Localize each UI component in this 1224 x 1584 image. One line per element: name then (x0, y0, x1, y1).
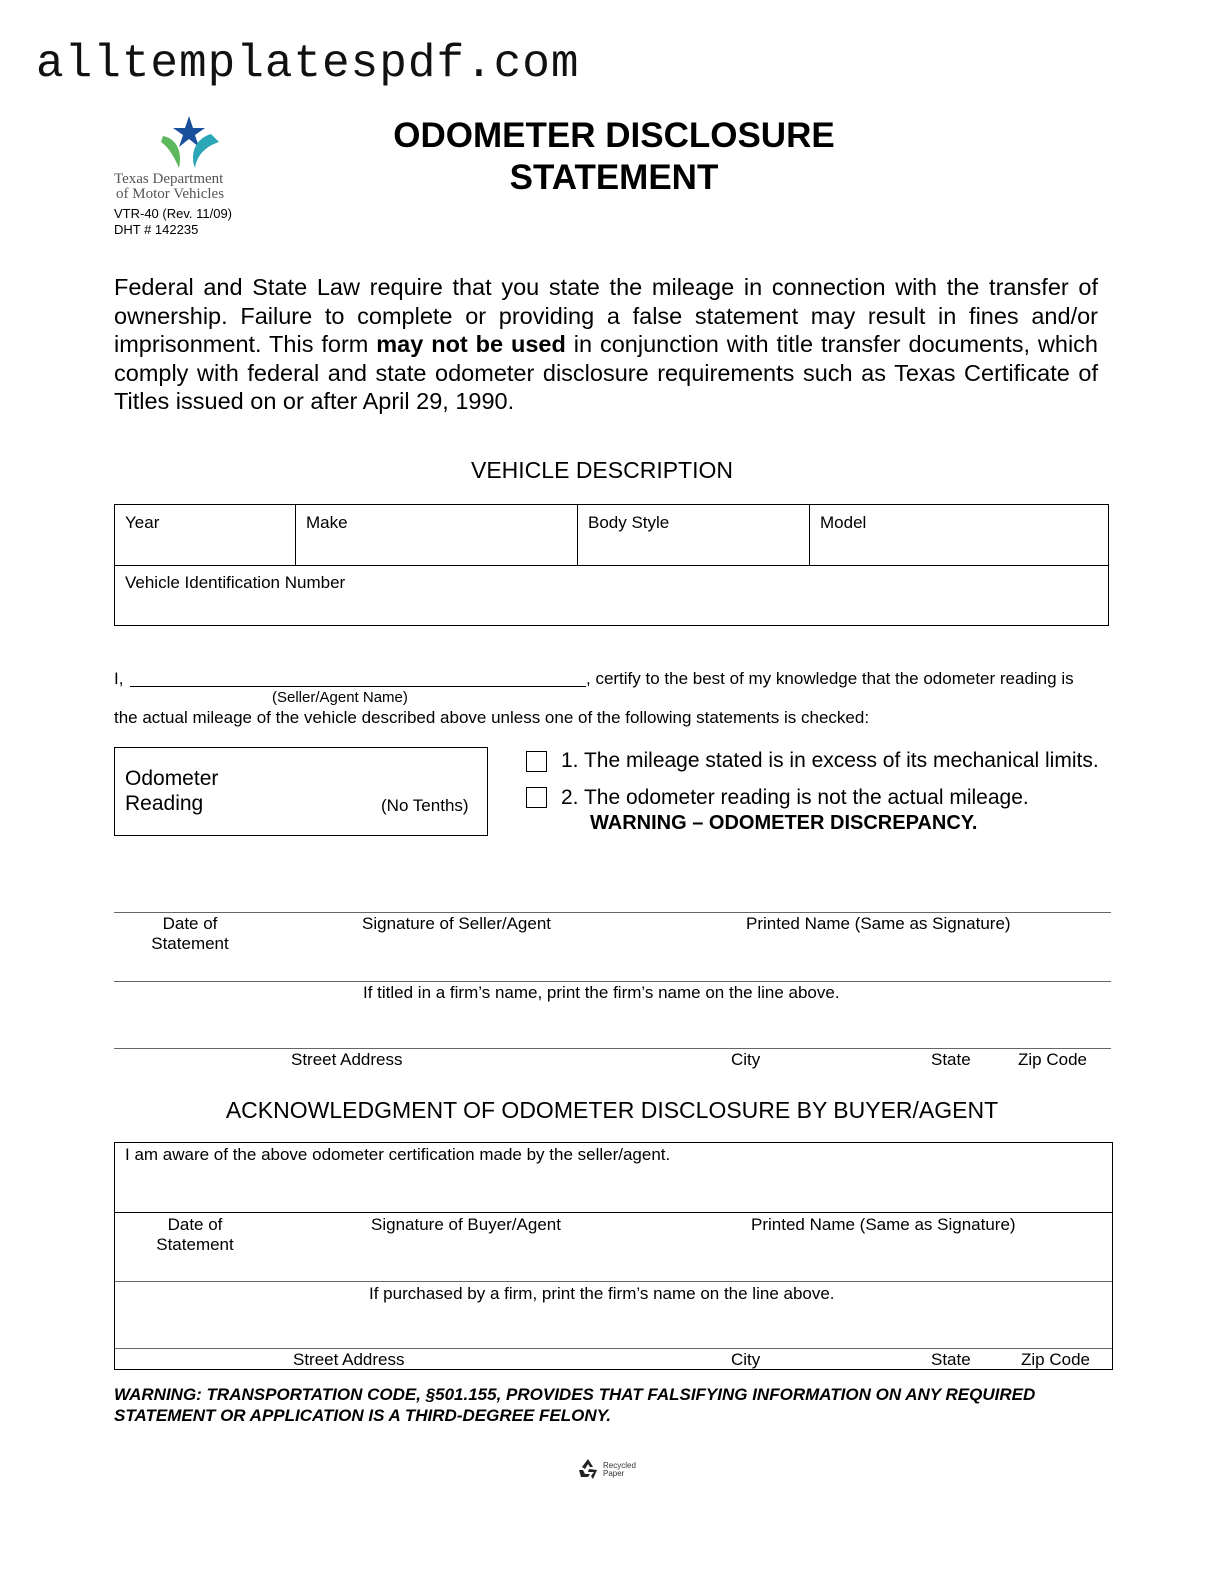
buyer-zip-label: Zip Code (1021, 1350, 1090, 1369)
felony-warning (114, 1384, 1114, 1426)
intro-paragraph (114, 273, 1098, 416)
buyer-ack-heading: ACKNOWLEDGMENT OF ODOMETER DISCLOSURE BY BUYER/AGENT (225, 1097, 999, 1123)
statement-1: 1. The mileage stated is in excess of its mechanical limits. (561, 749, 1099, 772)
cert-line2: the actual mileage of the vehicle described above unless one of the following statements is checked: (114, 708, 870, 727)
recycled-l1: Recycled (603, 1461, 636, 1470)
buyer-firm-line[interactable] (115, 1281, 1112, 1282)
seller-date-l1: Date of (162, 914, 218, 933)
odometer-reading-box[interactable] (114, 747, 488, 836)
cert-prefix: I, (114, 669, 124, 688)
odometer-label2: Reading (125, 792, 204, 815)
agency-line2: of Motor Vehicles (116, 186, 225, 202)
seller-name-caption: (Seller/Agent Name) (272, 689, 408, 706)
form-number: VTR-40 (Rev. 11/09) (114, 206, 233, 221)
buyer-date-l2: Statement (156, 1235, 234, 1254)
intro-bold: may not be used (376, 331, 566, 358)
seller-firm-note: If titled in a firm’s name, print the firm’s name on the line above. (363, 983, 840, 1002)
make-field[interactable]: Make (306, 513, 348, 532)
recycled-paper-label (603, 1462, 636, 1478)
buyer-address-line[interactable] (115, 1348, 1112, 1349)
title-line1: ODOMETER DISCLOSURE (393, 116, 835, 155)
txdmv-star-logo (112, 112, 252, 174)
seller-name-line[interactable] (130, 686, 586, 687)
buyer-state-label: State (931, 1350, 971, 1369)
dht-number: DHT # 142235 (114, 222, 199, 237)
felony-warning-line2: STATEMENT OR APPLICATION IS A THIRD-DEGREE FELONY. (114, 1406, 612, 1425)
agency-line1: Texas Department (114, 171, 224, 187)
site-watermark: alltemplatespdf.com (36, 38, 580, 90)
buyer-printed-name-label: Printed Name (Same as Signature) (751, 1215, 1016, 1234)
recycle-icon (576, 1458, 600, 1480)
odometer-label (125, 766, 218, 816)
mechanical-limits-checkbox[interactable] (526, 751, 547, 772)
recycled-l2: Paper (603, 1469, 625, 1478)
discrepancy-warning: WARNING – ODOMETER DISCREPANCY. (590, 812, 978, 834)
not-actual-mileage-checkbox[interactable] (526, 787, 547, 808)
form-identifiers (114, 206, 232, 238)
seller-date-l2: Statement (151, 934, 229, 953)
buyer-firm-note: If purchased by a firm, print the firm’s name on the line above. (369, 1284, 835, 1303)
odometer-label1: Odometer (125, 767, 219, 790)
seller-date-label (130, 914, 250, 954)
statement-2: 2. The odometer reading is not the actual mileage. (561, 786, 1029, 809)
felony-warning-line1: WARNING: TRANSPORTATION CODE, §501.155, PROVIDES THAT FALSIFYING INFORMATION ON ANY REQUIRED (114, 1385, 1036, 1404)
seller-zip-label: Zip Code (1018, 1050, 1087, 1069)
intro-part2: in conjunction with title transfer documents, which comply with federal and state odometer disclosure requirements such as Texas Certificate of Titles issued on or after April 29, 1990. (114, 331, 1098, 415)
seller-signature-line[interactable] (114, 912, 1111, 913)
title-line2: STATEMENT (509, 158, 719, 197)
buyer-ack-table (114, 1142, 1113, 1370)
seller-street-label: Street Address (291, 1050, 403, 1069)
buyer-signature-label: Signature of Buyer/Agent (371, 1215, 561, 1234)
vehicle-description-heading: VEHICLE DESCRIPTION (471, 457, 733, 483)
seller-firm-line[interactable] (114, 981, 1111, 982)
seller-printed-name-label: Printed Name (Same as Signature) (746, 914, 1011, 933)
page-title (360, 115, 868, 199)
vehicle-description-table (114, 504, 1109, 626)
buyer-signature-line[interactable] (115, 1212, 1112, 1213)
year-field[interactable]: Year (125, 513, 160, 532)
agency-name (114, 172, 224, 202)
seller-city-label: City (731, 1050, 761, 1069)
buyer-date-l1: Date of (167, 1215, 223, 1234)
seller-signature-label: Signature of Seller/Agent (362, 914, 552, 933)
cert-suffix: , certify to the best of my knowledge that the odometer reading is (586, 669, 1074, 688)
vin-field[interactable]: Vehicle Identification Number (125, 573, 346, 592)
body-style-field[interactable]: Body Style (588, 513, 670, 532)
seller-state-label: State (931, 1050, 971, 1069)
buyer-date-label (135, 1215, 255, 1255)
buyer-aware-text: I am aware of the above odometer certification made by the seller/agent. (125, 1145, 671, 1164)
no-tenths-note: (No Tenths) (381, 796, 469, 815)
intro-part1: Federal and State Law require that you state the mileage in connection with the transfer of ownership. Failure to complete or providing a false statement may result in fines and/or imprisonment. This form (114, 274, 1098, 358)
model-field[interactable]: Model (820, 513, 867, 532)
buyer-city-label: City (731, 1350, 761, 1369)
seller-address-line[interactable] (114, 1048, 1111, 1049)
buyer-street-label: Street Address (293, 1350, 405, 1369)
